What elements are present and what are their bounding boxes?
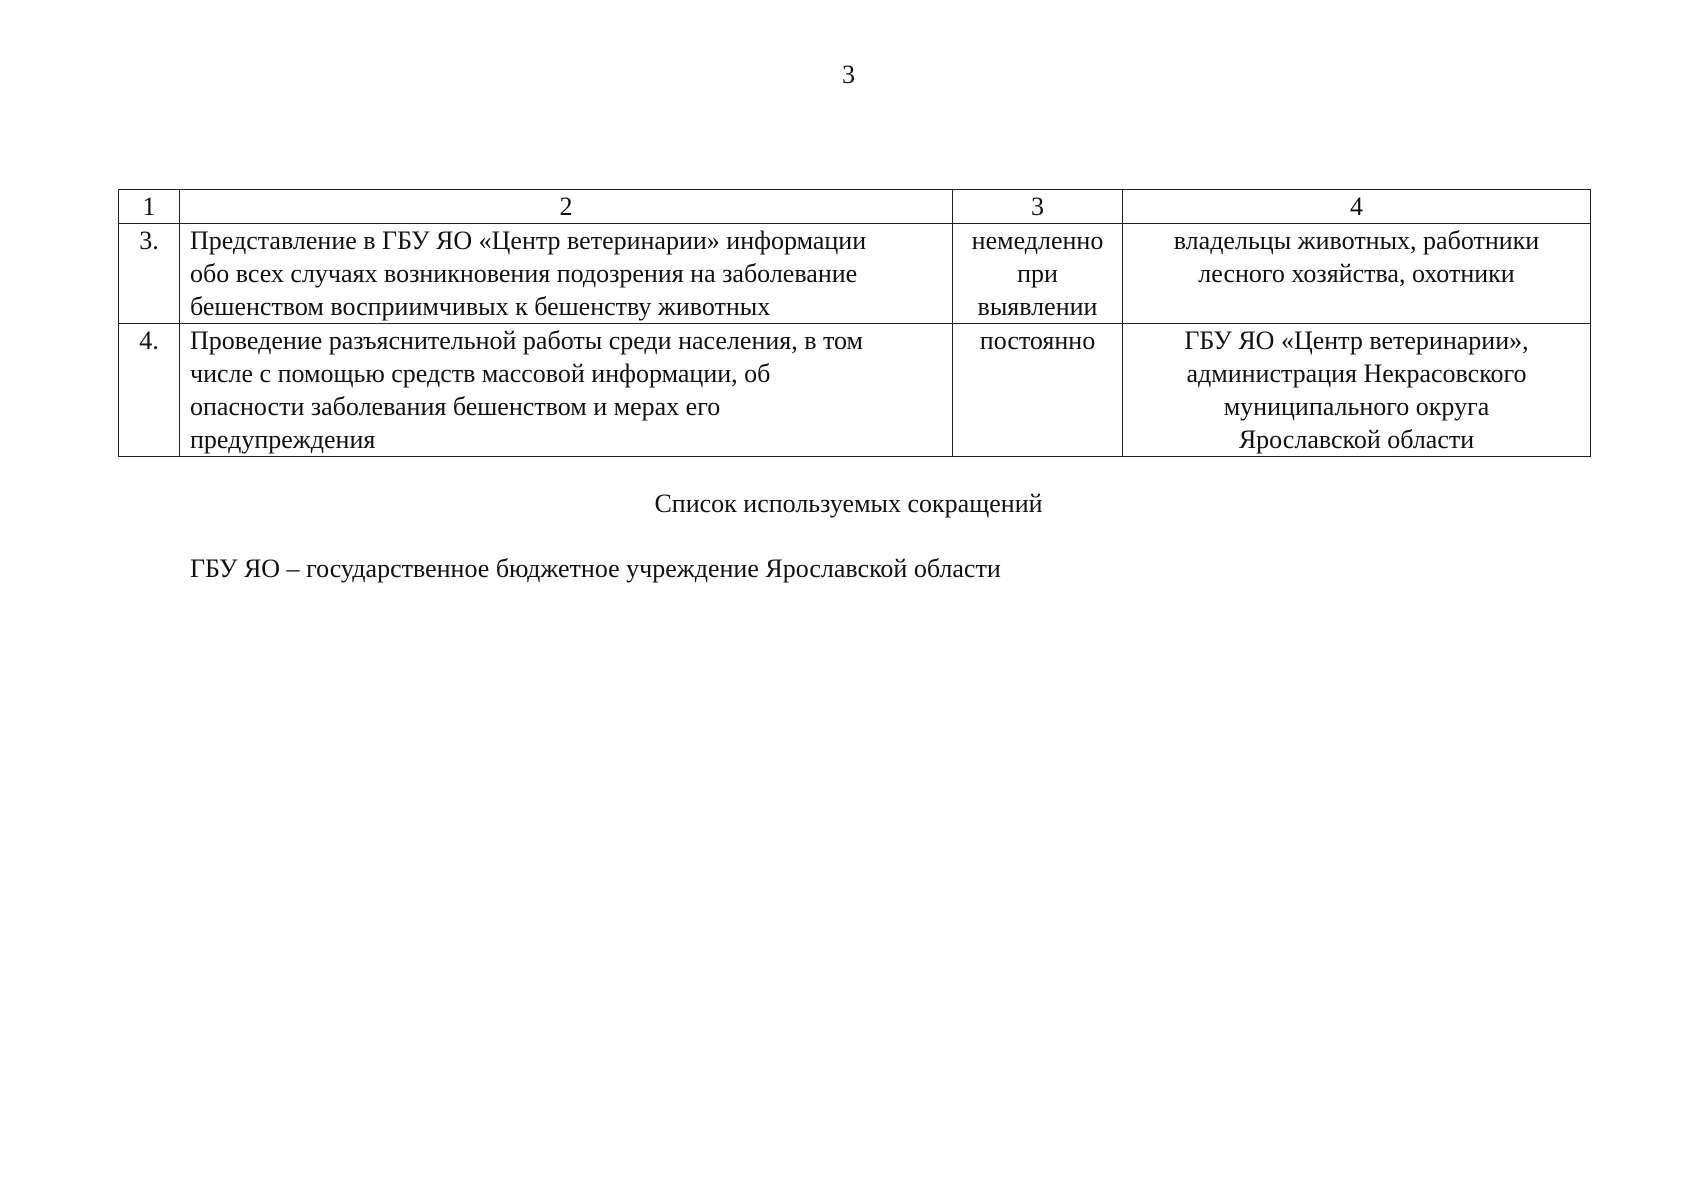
- row-number: 4.: [119, 324, 180, 457]
- row-description: Представление в ГБУ ЯО «Центр ветеринарии» информации обо всех случаях возникновения подозрения на заболевание бешенством восприимчивых к бешенству животных: [180, 224, 953, 324]
- header-cell-2: 2: [180, 190, 953, 224]
- row-term: постоянно: [953, 324, 1123, 457]
- header-cell-4: 4: [1123, 190, 1591, 224]
- table-row: [119, 324, 1591, 457]
- abbreviation-item: ГБУ ЯО – государственное бюджетное учреждение Ярославской области: [190, 554, 1001, 583]
- page-number: 3: [842, 60, 855, 89]
- measures-table: [118, 189, 1591, 457]
- table-row: [119, 224, 1591, 324]
- row-description: Проведение разъяснительной работы среди населения, в том числе с помощью средств массовой информации, об опасности заболевания бешенством и мерах его предупреждения: [180, 324, 953, 457]
- table-header-row: [119, 190, 1591, 224]
- abbreviations-heading: Список используемых сокращений: [654, 489, 1043, 518]
- row-number: 3.: [119, 224, 180, 324]
- table-container: [118, 189, 1590, 457]
- header-cell-1: 1: [119, 190, 180, 224]
- row-term: немедленно при выявлении: [953, 224, 1123, 324]
- row-responsible: ГБУ ЯО «Центр ветеринарии», администрация Некрасовского муниципального округа Ярославской области: [1123, 324, 1591, 457]
- header-cell-3: 3: [953, 190, 1123, 224]
- row-responsible: владельцы животных, работники лесного хозяйства, охотники: [1123, 224, 1591, 324]
